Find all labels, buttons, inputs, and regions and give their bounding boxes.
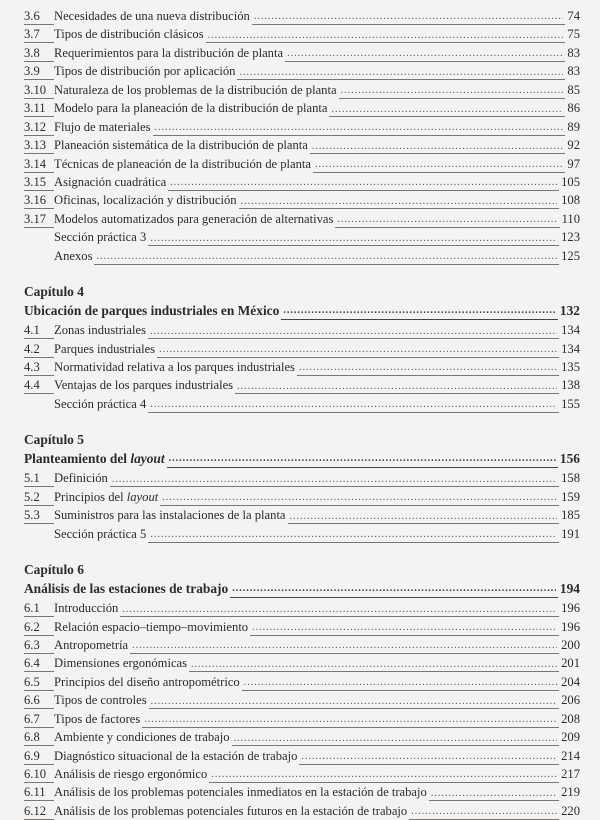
entry-number: 6.10 (24, 767, 47, 781)
entry-page: 200 (559, 636, 580, 654)
dot-leader (341, 81, 564, 99)
entry-title: Análisis de riesgo ergonómico (54, 765, 209, 783)
entry-number: 6.4 (24, 656, 40, 671)
chapter-6-label: Capítulo 6 (24, 562, 84, 578)
entry-title: Flujo de materiales (54, 118, 153, 136)
entry-number: 3.13 (24, 138, 47, 153)
dot-leader (241, 191, 558, 209)
entry-page: 191 (559, 525, 580, 543)
toc-entry[interactable] (24, 62, 580, 80)
entry-title: Anexos (24, 247, 94, 265)
chapter-4-label: Capítulo 4 (24, 284, 84, 300)
toc-entry[interactable] (24, 673, 580, 691)
entry-page: 206 (559, 691, 580, 709)
dot-leader (132, 636, 557, 654)
entry-number: 3.15 (24, 174, 47, 189)
dot-leader (239, 62, 563, 80)
toc-entry[interactable] (24, 321, 580, 339)
dot-leader (150, 228, 557, 246)
entry-title: Sección práctica 5 (24, 525, 148, 543)
entry-number: 6.6 (24, 693, 40, 708)
entry-number: 6.8 (24, 730, 40, 745)
toc-entry[interactable] (24, 710, 580, 728)
entry-title-italic: layout (126, 489, 159, 504)
toc-entry[interactable] (24, 340, 580, 358)
entry-page: 196 (559, 618, 580, 636)
toc-entry[interactable] (24, 395, 580, 413)
dot-leader (237, 376, 557, 394)
toc-entry[interactable] (24, 525, 580, 543)
entry-page: 209 (559, 728, 580, 746)
entry-title (54, 488, 160, 506)
dot-leader (283, 301, 556, 320)
entry-page: 108 (559, 191, 580, 209)
entry-number: 6.7 (24, 711, 40, 726)
toc-entry[interactable] (24, 247, 580, 265)
dot-leader (170, 173, 557, 191)
toc-entry[interactable] (24, 765, 580, 783)
toc-entry[interactable] (24, 376, 580, 394)
entry-number: 3.6 (24, 9, 40, 23)
entry-page: 83 (565, 44, 580, 62)
entry-number: 6.11 (24, 785, 46, 800)
dot-leader (112, 469, 557, 487)
chapter-title-prefix: Planteamiento del (24, 451, 131, 467)
dot-leader (299, 358, 557, 376)
entry-page: 138 (559, 376, 580, 394)
entry-page: 110 (560, 210, 580, 228)
entry-title: Tipos de factores (54, 710, 142, 728)
dot-leader (431, 783, 557, 801)
dot-leader (208, 25, 564, 43)
chapter-5-entries (24, 469, 580, 543)
entry-title: Relación espacio–tiempo–movimiento (54, 618, 250, 636)
chapter-3-continued (24, 7, 580, 265)
toc-entry[interactable] (24, 44, 580, 62)
entry-title: Planeación sistemática de la distribución de planta (54, 136, 310, 154)
chapter-5-heading[interactable] (24, 449, 580, 468)
entry-number: 4.4 (24, 378, 40, 393)
entry-title: Necesidades de una nueva distribución (54, 7, 252, 25)
chapter-title: Ubicación de parques industriales en México (24, 303, 280, 319)
toc-entry[interactable] (24, 802, 580, 820)
entry-title: Normatividad relativa a los parques industriales (54, 358, 297, 376)
entry-page: 105 (559, 173, 580, 191)
entry-title: Técnicas de planeación de la distribución de planta (54, 155, 313, 173)
dot-leader (211, 765, 557, 783)
entry-page: 217 (559, 765, 580, 783)
dot-leader (151, 691, 558, 709)
entry-number: 4.2 (24, 341, 40, 356)
entry-number: 3.9 (24, 64, 40, 79)
entry-page: 92 (565, 136, 580, 154)
entry-number: 3.16 (24, 193, 47, 208)
toc-entry[interactable] (24, 636, 580, 654)
entry-page: 158 (559, 469, 580, 487)
dot-leader (162, 488, 557, 506)
entry-title: Principios del diseño antropométrico (54, 673, 242, 691)
chapter-6-heading[interactable] (24, 579, 580, 598)
entry-title: Naturaleza de los problemas de la distribución de planta (54, 81, 339, 99)
entry-number: 6.9 (24, 748, 40, 763)
dot-leader (244, 673, 557, 691)
entry-title: Introducción (54, 599, 120, 617)
entry-title: Parques industriales (54, 340, 157, 358)
dot-leader (150, 525, 557, 543)
dot-leader (331, 99, 563, 117)
entry-number: 5.1 (24, 471, 40, 486)
entry-number: 3.11 (24, 101, 46, 116)
dot-leader (150, 395, 557, 413)
entry-title: Análisis de los problemas potenciales futuros en la estación de trabajo (54, 802, 409, 820)
dot-leader (96, 247, 557, 265)
entry-title-prefix: Principios del (54, 489, 127, 504)
entry-number: 5.3 (24, 508, 40, 523)
entry-number: 5.2 (24, 489, 40, 504)
toc-entry[interactable] (24, 358, 580, 376)
entry-page: 208 (559, 710, 580, 728)
entry-page: 85 (565, 81, 580, 99)
entry-number: 6.3 (24, 637, 40, 652)
dot-leader (287, 44, 563, 62)
chapter-title-italic: layout (130, 451, 165, 467)
toc-entry[interactable] (24, 173, 580, 191)
toc-entry[interactable] (24, 747, 580, 765)
entry-title: Ambiente y condiciones de trabajo (54, 728, 232, 746)
entry-title: Requerimientos para la distribución de planta (54, 44, 285, 62)
toc-entry[interactable] (24, 191, 580, 209)
entry-page: 134 (559, 321, 580, 339)
chapter-page: 132 (559, 303, 580, 319)
dot-leader (159, 340, 557, 358)
entry-title: Análisis de los problemas potenciales inmediatos en la estación de trabajo (54, 783, 429, 801)
toc-entry[interactable] (24, 728, 580, 746)
dot-leader (254, 7, 564, 25)
toc-entry[interactable] (24, 618, 580, 636)
entry-page: 135 (559, 358, 580, 376)
toc-entry[interactable] (24, 118, 580, 136)
entry-number: 6.2 (24, 619, 40, 634)
toc-entry[interactable] (24, 488, 580, 506)
entry-page: 155 (559, 395, 580, 413)
dot-leader (301, 747, 557, 765)
chapter-6-entries (24, 599, 580, 820)
entry-title: Dimensiones ergonómicas (54, 654, 189, 672)
toc-entry[interactable] (24, 81, 580, 99)
dot-leader (252, 618, 557, 636)
entry-page: 196 (559, 599, 580, 617)
toc-entry[interactable] (24, 155, 580, 173)
entry-number: 6.5 (24, 674, 40, 689)
entry-page: 219 (559, 783, 580, 801)
entry-number: 6.12 (24, 803, 47, 818)
chapter-page: 156 (559, 451, 580, 467)
dot-leader (411, 802, 557, 820)
entry-page: 97 (565, 155, 580, 173)
dot-leader (144, 710, 557, 728)
entry-page: 220 (559, 802, 580, 820)
dot-leader (337, 210, 557, 228)
toc-entry[interactable] (24, 654, 580, 672)
toc-entry[interactable] (24, 99, 580, 117)
toc-entry[interactable] (24, 228, 580, 246)
entry-page: 204 (559, 673, 580, 691)
entry-number: 4.3 (24, 360, 40, 374)
toc-entry[interactable] (24, 25, 580, 43)
toc-entry[interactable] (24, 210, 580, 228)
entry-title: Antropometría (54, 636, 130, 654)
entry-number: 3.14 (24, 156, 47, 171)
dot-leader (169, 449, 556, 468)
entry-page: 83 (565, 62, 580, 80)
dot-leader (155, 118, 564, 136)
dot-leader (191, 654, 557, 672)
toc-entry[interactable] (24, 469, 580, 487)
entry-title: Modelos automatizados para generación de alternativas (54, 210, 335, 228)
chapter-5-label: Capítulo 5 (24, 432, 84, 448)
entry-title: Ventajas de los parques industriales (54, 376, 235, 394)
toc-entry[interactable] (24, 783, 580, 801)
entry-title: Sección práctica 3 (24, 228, 148, 246)
dot-leader (290, 506, 558, 524)
toc-entry[interactable] (24, 136, 580, 154)
entry-title: Tipos de distribución por aplicación (54, 62, 237, 80)
toc-entry[interactable] (24, 506, 580, 524)
entry-title: Zonas industriales (54, 321, 148, 339)
entry-title: Diagnóstico situacional de la estación de trabajo (54, 747, 299, 765)
dot-leader (312, 136, 564, 154)
entry-number: 3.7 (24, 27, 40, 42)
chapter-title (24, 449, 167, 468)
dot-leader (150, 321, 557, 339)
entry-title: Asignación cuadrática (54, 173, 168, 191)
entry-number: 6.1 (24, 601, 40, 616)
table-of-contents (24, 6, 580, 820)
entry-page: 125 (559, 247, 580, 265)
chapter-4-heading[interactable] (24, 301, 580, 320)
chapter-4-entries (24, 321, 580, 413)
chapter-title: Análisis de las estaciones de trabajo (24, 581, 229, 597)
entry-title: Tipos de controles (54, 691, 149, 709)
entry-page: 74 (565, 7, 580, 25)
entry-page: 75 (565, 25, 580, 43)
dot-leader (234, 728, 558, 746)
entry-page: 201 (559, 654, 580, 672)
entry-number: 3.12 (24, 119, 47, 134)
entry-page: 89 (565, 118, 580, 136)
entry-number: 3.8 (24, 45, 40, 60)
dot-leader (315, 155, 563, 173)
dot-leader (122, 599, 557, 617)
entry-title: Oficinas, localización y distribución (54, 191, 239, 209)
entry-title: Definición (54, 469, 110, 487)
dot-leader (232, 579, 556, 598)
toc-entry[interactable] (24, 691, 580, 709)
entry-page: 159 (559, 488, 580, 506)
chapter-page: 194 (559, 581, 580, 597)
entry-page: 214 (559, 747, 580, 765)
entry-number: 4.1 (24, 323, 40, 338)
entry-title: Modelo para la planeación de la distribución de planta (54, 99, 329, 117)
entry-title: Tipos de distribución clásicos (54, 25, 206, 43)
entry-page: 86 (565, 99, 580, 117)
entry-title: Sección práctica 4 (24, 395, 148, 413)
entry-page: 123 (559, 228, 580, 246)
entry-number: 3.17 (24, 211, 47, 226)
entry-page: 134 (559, 340, 580, 358)
entry-title: Suministros para las instalaciones de la planta (54, 506, 288, 524)
toc-entry[interactable] (24, 599, 580, 617)
entry-number: 3.10 (24, 82, 47, 97)
entry-page: 185 (559, 506, 580, 524)
toc-entry[interactable] (24, 7, 580, 25)
